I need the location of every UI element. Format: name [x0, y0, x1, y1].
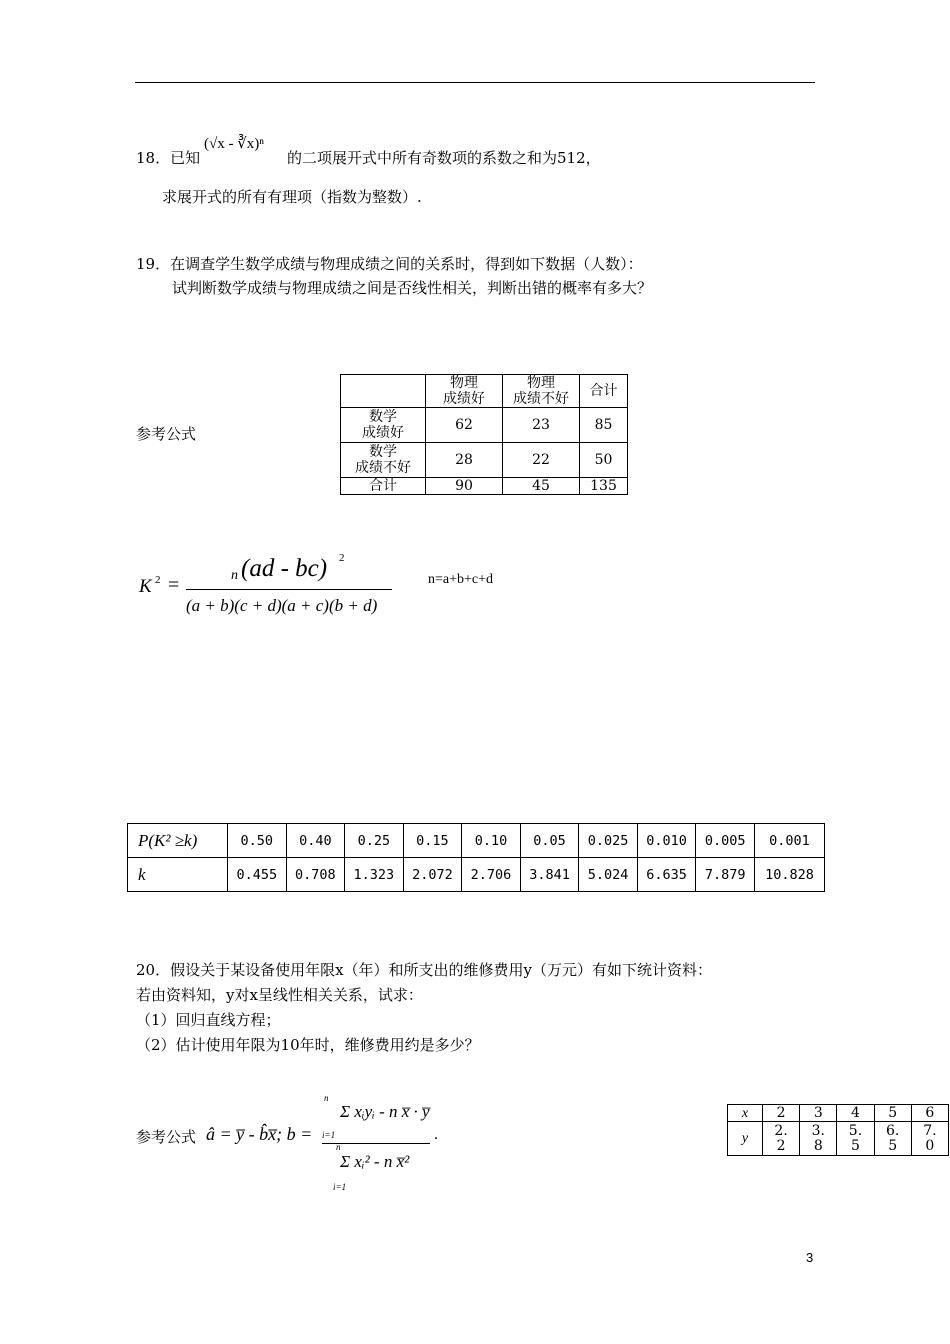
table-cell: 0.455 [228, 858, 287, 892]
table-cell: 5 [874, 1105, 911, 1122]
formula-n-note: n=a+b+c+d [428, 572, 494, 587]
sum-bottom-num: i=1 [322, 1130, 336, 1140]
table-cell: 85 [580, 408, 628, 443]
table-cell: 0.50 [228, 824, 287, 858]
table-corner [341, 375, 426, 408]
q19-ref-label: 参考公式 [136, 425, 197, 443]
formula-num-exp: 2 [339, 552, 345, 564]
table-cell: 4 [837, 1105, 874, 1122]
col-header-phys-bad: 物理 成绩不好 [503, 375, 580, 408]
q20-part2: （2）估计使用年限为10年时，维修费用约是多少？ [136, 1036, 480, 1054]
table-cell: 0.708 [286, 858, 345, 892]
row-header-math-good: 数学 成绩好 [341, 408, 426, 443]
table-row [341, 408, 628, 443]
table-cell: 0.40 [286, 824, 345, 858]
contingency-table [340, 374, 628, 495]
data-table-xy [727, 1104, 949, 1156]
row-label-y: y [728, 1122, 763, 1156]
table-cell: 62 [426, 408, 503, 443]
table-row [341, 443, 628, 478]
table-cell: 3. 8 [800, 1122, 837, 1156]
table-cell: 5.024 [579, 858, 638, 892]
q20-ref-label: 参考公式 [136, 1128, 197, 1146]
q19-line2: 试判断数学成绩与物理成绩之间是否线性相关，判断出错的概率有多大？ [172, 279, 653, 297]
table-row [128, 824, 825, 858]
table-cell: 2.072 [403, 858, 462, 892]
table-cell: 0.25 [345, 824, 404, 858]
table-cell: 0.025 [579, 824, 638, 858]
table-cell: 0.010 [637, 824, 696, 858]
row-header-total: 合计 [341, 478, 426, 495]
table-cell: 3 [800, 1105, 837, 1122]
sum-top-den: n [336, 1142, 341, 1152]
table-cell: 2 [763, 1105, 800, 1122]
table-cell: 3.841 [520, 858, 579, 892]
q19-number: 19． [136, 255, 171, 273]
q20-number: 20． [136, 961, 171, 979]
table-cell: 90 [426, 478, 503, 495]
row-label-k: k [128, 858, 228, 892]
header-rule [135, 82, 815, 83]
table-cell: 10.828 [754, 858, 824, 892]
q19-text: 在调查学生数学成绩与物理成绩之间的关系时，得到如下数据（人数）： [170, 255, 643, 273]
table-cell: 0.10 [462, 824, 521, 858]
table-cell: 2.706 [462, 858, 521, 892]
q20-part1: （1）回归直线方程； [136, 1011, 281, 1029]
formula-n: n [231, 568, 238, 583]
table-cell: 28 [426, 443, 503, 478]
sum-top-num: n [324, 1093, 329, 1103]
table-row [128, 858, 825, 892]
fraction-bar [186, 589, 392, 590]
table-row [728, 1105, 949, 1122]
q18-line1 [136, 147, 200, 168]
formula-equals: = [168, 574, 180, 596]
col-header-total: 合计 [580, 375, 628, 408]
q20-line2: 若由资料知，y对x呈线性相关关系，试求： [136, 986, 423, 1004]
page-number: 3 [806, 1250, 814, 1265]
table-cell: 7.879 [696, 858, 755, 892]
formula-k-exp: 2 [155, 574, 161, 586]
formula-numerator: (ad - bc) [241, 555, 328, 582]
table-cell: 45 [503, 478, 580, 495]
table-cell: 6 [911, 1105, 948, 1122]
table-cell: 0.005 [696, 824, 755, 858]
table-cell: 135 [580, 478, 628, 495]
q18-suffix: 的二项展开式中所有奇数项的系数之和为512， [287, 149, 601, 167]
formula-numerator: Σ xᵢyᵢ - n x̅ · y̅ [340, 1102, 430, 1121]
row-header-math-bad: 数学 成绩不好 [341, 443, 426, 478]
q20-line1 [136, 959, 712, 980]
table-cell: 6.635 [637, 858, 696, 892]
table-cell: 0.05 [520, 824, 579, 858]
table-cell: 23 [503, 408, 580, 443]
q18-number: 18． [136, 149, 171, 167]
q20-text: 假设关于某设备使用年限x（年）和所支出的维修费用y（万元）有如下统计资料： [170, 961, 713, 979]
row-label-p: P(K² ≥k) [128, 824, 228, 858]
table-cell: 22 [503, 443, 580, 478]
formula-period: . [434, 1126, 438, 1143]
table-cell: 0.001 [754, 824, 824, 858]
table-cell: 2. 2 [763, 1122, 800, 1156]
table-cell: 1.323 [345, 858, 404, 892]
table-cell: 50 [580, 443, 628, 478]
table-cell: 6. 5 [874, 1122, 911, 1156]
table-cell: 5. 5 [837, 1122, 874, 1156]
critical-value-table [127, 823, 825, 892]
row-label-x: x [728, 1105, 763, 1122]
sum-bottom-den: i=1 [333, 1182, 347, 1192]
formula-denominator: (a + b)(c + d)(a + c)(b + d) [186, 596, 378, 615]
formula-k: K [139, 576, 152, 597]
table-cell: 0.15 [403, 824, 462, 858]
table-row [728, 1122, 949, 1156]
q18-prefix: 已知 [170, 149, 201, 167]
q19-line1 [136, 253, 643, 274]
q18-line2: 求展开式的所有有理项（指数为整数）. [162, 188, 422, 206]
table-row [341, 478, 628, 495]
q18-expression: (√x - ∛x)ⁿ [204, 136, 264, 152]
col-header-phys-good: 物理 成绩好 [426, 375, 503, 408]
formula-a-hat: â = y̅ - b̂x̅; b = [206, 1124, 313, 1144]
table-cell: 7. 0 [911, 1122, 948, 1156]
formula-denominator: Σ xᵢ² - n x̅² [340, 1152, 410, 1171]
